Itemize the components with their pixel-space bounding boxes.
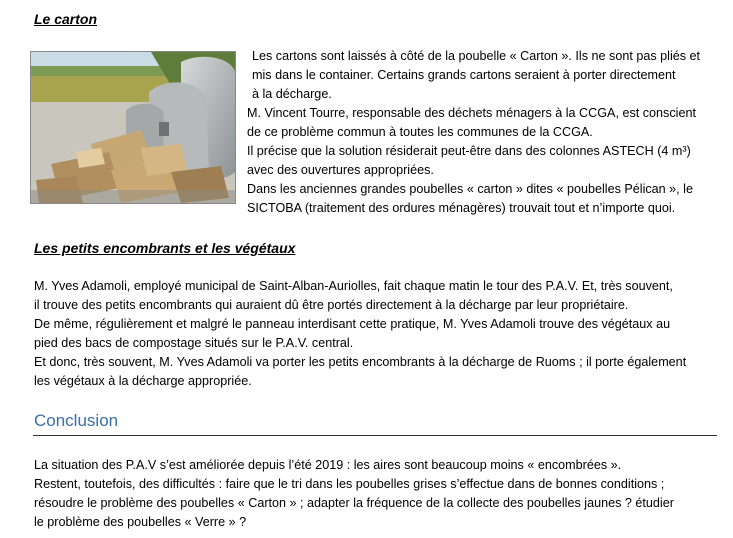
text-line: les végétaux à la décharge appropriée. bbox=[34, 374, 252, 388]
conclusion-paragraph bbox=[34, 456, 674, 532]
section2-paragraph bbox=[34, 277, 686, 391]
text-line: Restent, toutefois, des difficultés : faire que le tri dans les poubelles grises s’effectue dans de bonnes conditions ; bbox=[34, 477, 665, 491]
text-line: M. Yves Adamoli, employé municipal de Saint-Alban-Auriolles, fait chaque matin le tour des P.A.V. Et, très souvent, bbox=[34, 279, 673, 293]
section-heading-carton: Le carton bbox=[34, 11, 98, 27]
text-line: mis dans le container. Certains grands cartons seraient à porter directement bbox=[252, 68, 676, 82]
text-line: Et donc, très souvent, M. Yves Adamoli va porter les petits encombrants à la décharge de Ruoms ; il porte également bbox=[34, 355, 687, 369]
text-line: Dans les anciennes grandes poubelles « carton » dites « poubelles Pélican », le bbox=[247, 182, 693, 196]
section1-paragraph bbox=[247, 47, 700, 218]
text-line: SICTOBA (traitement des ordures ménagères) trouvait tout et n’importe quoi. bbox=[247, 201, 676, 215]
text-line: il trouve des petits encombrants qui auraient dû être portés directement à la décharge par leur propriétaire. bbox=[34, 298, 629, 312]
heading-rule bbox=[33, 435, 717, 436]
conclusion-heading: Conclusion bbox=[34, 411, 119, 430]
text-line: M. Vincent Tourre, responsable des déchets ménagers à la CCGA, est conscient bbox=[247, 106, 696, 120]
text-line: pied des bacs de compostage situés sur le P.A.V. central. bbox=[34, 336, 354, 350]
photo-cardboard-bins bbox=[30, 51, 236, 204]
text-line: De même, régulièrement et malgré le panneau interdisant cette pratique, M. Yves Adamoli trouve des végétaux au bbox=[34, 317, 671, 331]
text-line: résoudre le problème des poubelles « Carton » ; adapter la fréquence de la collecte des poubelles jaunes ? étudier bbox=[34, 496, 674, 510]
text-line: à la décharge. bbox=[252, 87, 332, 101]
text-line: Il précise que la solution résiderait peut-être dans des colonnes ASTECH (4 m³) bbox=[247, 144, 691, 158]
photo-illustration bbox=[31, 52, 235, 203]
text-line: avec des ouvertures appropriées. bbox=[247, 163, 434, 177]
text-line: Les cartons sont laissés à côté de la poubelle « Carton ». Ils ne sont pas pliés et bbox=[252, 49, 701, 63]
section-heading-encombrants: Les petits encombrants et les végétaux bbox=[34, 240, 296, 256]
text-line: La situation des P.A.V s’est améliorée depuis l’été 2019 : les aires sont beaucoup moins « encombrées ». bbox=[34, 458, 622, 472]
text-line: le problème des poubelles « Verre » ? bbox=[34, 515, 247, 529]
text-line: de ce problème commun à toutes les communes de la CCGA. bbox=[247, 125, 593, 139]
